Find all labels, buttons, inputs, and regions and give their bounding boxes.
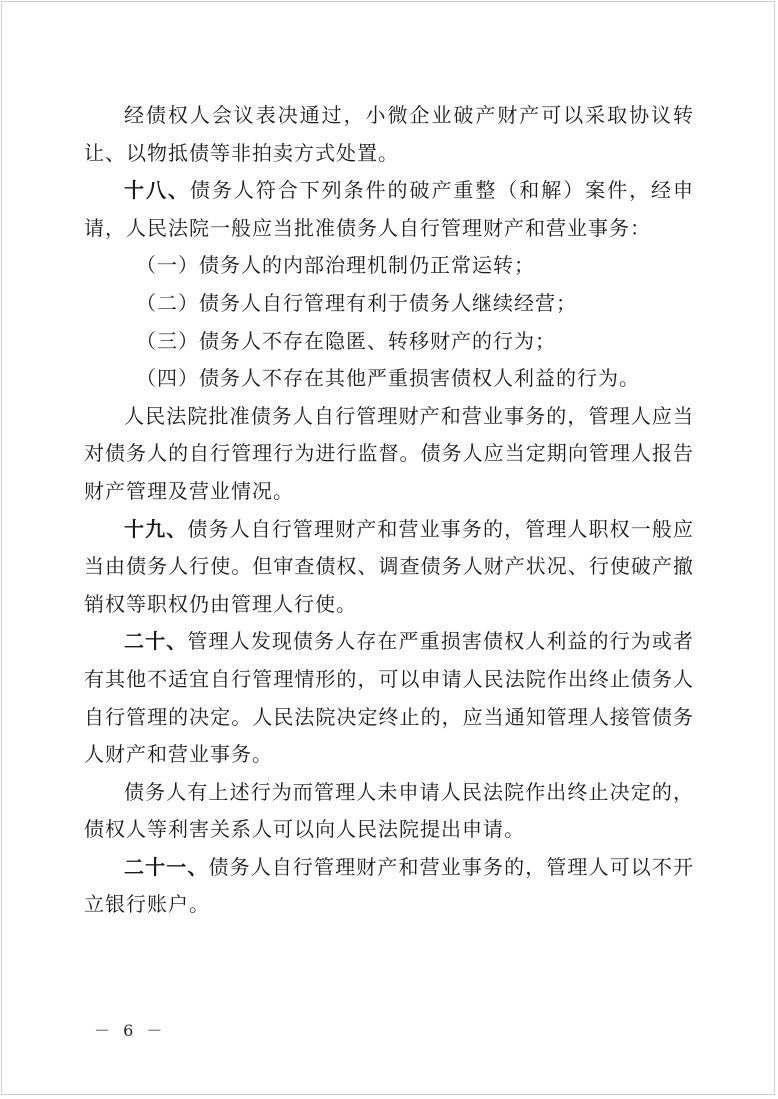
clause-lead: 二十一、 [124, 854, 209, 879]
paragraph-supervision [84, 398, 694, 511]
document-body [84, 97, 694, 924]
list-item-1 [84, 247, 694, 285]
paragraph-text: 管理人发现债务人存在严重损害债权人利益的行为或者有其他不适宜自行管理情形的，可以申请人民法院作出终止债务人自行管理的决定。人民法院决定终止的，应当通知管理人接管债务人财产和营业事务。 [84, 629, 695, 767]
list-item-text: （三）债务人不存在隐匿、转移财产的行为； [136, 328, 556, 353]
paragraph-1 [84, 97, 694, 172]
paragraph-clause-19 [84, 511, 694, 624]
list-item-3 [84, 323, 694, 361]
paragraph-creditor-application [84, 774, 694, 849]
document-page [1, 1, 775, 1095]
paragraph-clause-18 [84, 172, 694, 247]
clause-lead: 二十、 [124, 629, 188, 654]
paragraph-text: 经债权人会议表决通过，小微企业破产财产可以采取协议转让、以物抵债等非拍卖方式处置。 [84, 103, 694, 165]
list-item-text: （四）债务人不存在其他严重损害债权人利益的行为。 [136, 366, 640, 391]
paragraph-text: 债务人符合下列条件的破产重整（和解）案件，经申请，人民法院一般应当批准债务人自行管理财产和营业事务： [84, 178, 695, 240]
paragraph-text: 债务人自行管理财产和营业事务的，管理人职权一般应当由债务人行使。但审查债权、调查债务人财产状况、行使破产撤销权等职权仍由管理人行使。 [84, 516, 695, 616]
clause-lead: 十八、 [124, 178, 190, 203]
paragraph-text: 债务人自行管理财产和营业事务的，管理人可以不开立银行账户。 [84, 854, 695, 917]
page-number: － 6 － [94, 1021, 167, 1040]
paragraph-clause-20 [84, 623, 694, 773]
paragraph-clause-21 [84, 849, 694, 924]
list-item-text: （一）债务人的内部治理机制仍正常运转； [136, 253, 535, 278]
list-item-text: （二）债务人自行管理有利于债务人继续经营； [136, 290, 577, 315]
paragraph-text: 人民法院批准债务人自行管理财产和营业事务的，管理人应当对债务人的自行管理行为进行监督。债务人应当定期向管理人报告财产管理及营业情况。 [84, 403, 694, 503]
list-item-4 [84, 360, 694, 398]
paragraph-text: 债务人有上述行为而管理人未申请人民法院作出终止决定的，债权人等利害关系人可以向人民法院提出申请。 [84, 779, 694, 842]
clause-lead: 十九、 [124, 516, 188, 541]
list-item-2 [84, 285, 694, 323]
